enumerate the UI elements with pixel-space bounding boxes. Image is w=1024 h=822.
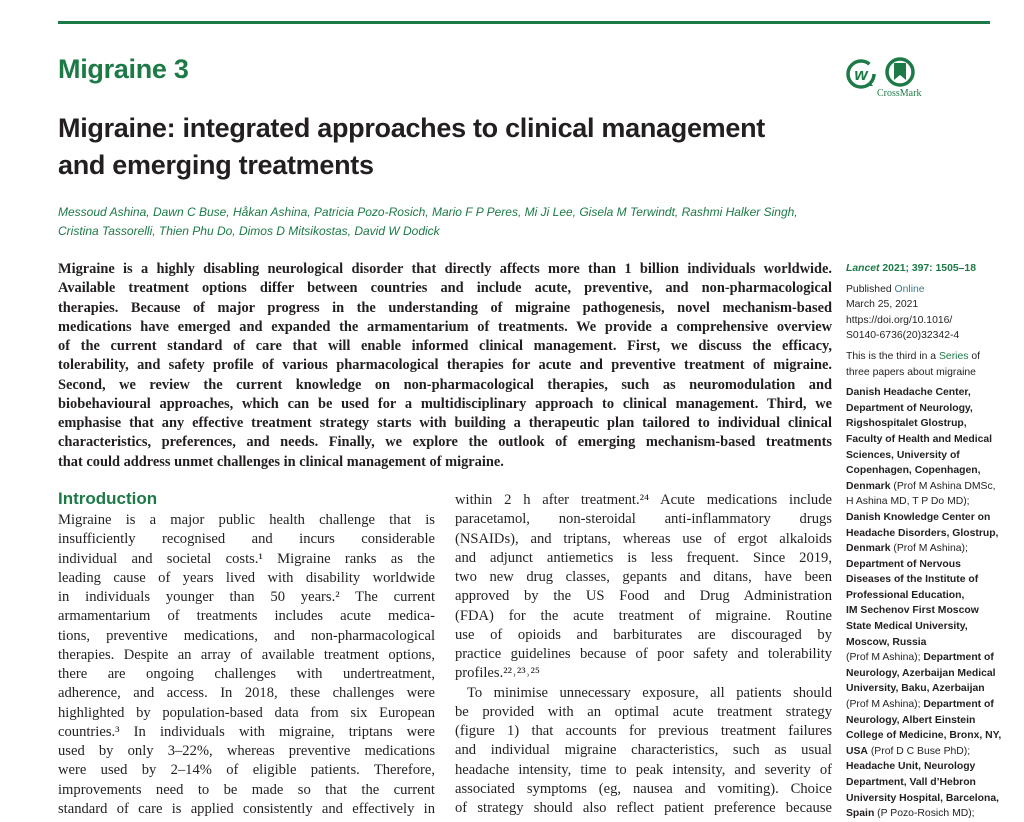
- affiliation-institution: University, Baku, Azerbaijan: [846, 683, 985, 695]
- affiliation-institution: College of Medicine, Bronx, NY,: [846, 730, 1002, 742]
- affiliation-line: [846, 541, 1016, 557]
- affiliation-authors: (Prof M Ashina DMSc,: [890, 480, 996, 492]
- affiliation-institution: Neurology, Albert Einstein: [846, 714, 976, 726]
- series-note-text: This is the third in a: [846, 350, 939, 362]
- affiliation-institution: USA: [846, 745, 868, 757]
- affiliation-line: [846, 775, 1016, 791]
- affiliation-institution: Danish Knowledge Center on: [846, 511, 991, 523]
- affiliation-line: [846, 432, 1016, 448]
- text-line: of strategy should also reflect patient preference because: [455, 800, 832, 816]
- text-line: used by only 3–22%, whereas preventive medications: [58, 743, 435, 759]
- text-line: therapies. Despite an array of available treatment options,: [58, 646, 435, 663]
- affiliation-institution: Department of: [923, 699, 994, 711]
- text-line: standard of care is applied consistently and effectively in: [58, 800, 435, 817]
- text-line: countries.³ In individuals with migraine, triptans were: [58, 723, 435, 740]
- affiliation-line: [846, 681, 1016, 697]
- text-line: that could address unmet challenges in clinical management of migraine.: [58, 453, 504, 470]
- text-line: highlighted by population-based data from six European: [58, 704, 435, 721]
- title-line: and emerging treatments: [58, 150, 374, 180]
- affiliation-authors: H Ashina MD, T P Do MD);: [846, 496, 970, 508]
- text-line: and individual migraine characteristics, such as usual: [455, 742, 832, 759]
- text-line: practice guidelines because of poor safety and tolerability: [455, 646, 832, 662]
- text-line: were used by 2–14% of eligible patients. Therefore,: [58, 762, 435, 779]
- series-link[interactable]: Series: [938, 350, 969, 362]
- series-note-line2: three papers about migraine: [846, 366, 976, 378]
- affiliation-line: [846, 619, 1016, 635]
- affiliation-institution: Moscow, Russia: [846, 636, 927, 648]
- text-line: therapies. Because of major progress in the understanding of migraine pathogenesis, novel mechanism-based: [58, 299, 832, 316]
- text-line: (NSAIDs), and triptans, whereas use of ergot alkaloids: [455, 530, 832, 547]
- online-link[interactable]: Online: [894, 283, 925, 295]
- affiliation-institution: State Medical University,: [846, 621, 968, 633]
- body-column-right: [455, 491, 832, 818]
- affiliation-institution: Copenhagen, Copenhagen,: [846, 465, 981, 477]
- text-line: use of opioids and barbiturates are discouraged by: [455, 626, 832, 643]
- affiliation-line: [846, 588, 1016, 604]
- affiliation-line: [846, 494, 1016, 510]
- text-line: insufficiently recognised and incurs considerable: [58, 531, 435, 548]
- text-line: approved by the US Food and Drug Administration: [455, 588, 832, 605]
- text-line: there are ongoing challenges with undertreatment,: [58, 666, 435, 682]
- text-line: in individuals younger than 50 years.² The current: [58, 589, 435, 605]
- text-line: To minimise unnecessary exposure, all patients should: [467, 684, 832, 701]
- affiliation-line: [846, 510, 1016, 526]
- text-line: tions, preventive medications, and non-pharmacological: [58, 627, 435, 644]
- affiliation-institution: Sciences, University of: [846, 449, 960, 461]
- affiliation-institution: Diseases of the Institute of: [846, 574, 979, 586]
- affiliation-line: [846, 650, 1016, 666]
- title-line: Migraine: integrated approaches to clinical management: [58, 113, 765, 143]
- article-title: [58, 110, 858, 184]
- text-line: two new drug classes, gepants and ditans, have been: [455, 569, 832, 585]
- series-label: Migraine 3: [58, 54, 189, 84]
- affiliation-line: [846, 401, 1016, 417]
- text-line: individual and societal costs.¹ Migraine ranks as the: [58, 550, 435, 567]
- affiliation-line: [846, 759, 1016, 775]
- affiliation-line: [846, 557, 1016, 573]
- crossmark-icon[interactable]: [887, 59, 913, 85]
- affiliation-line: [846, 791, 1016, 807]
- text-line: characteristics, preferences, and needs. Finally, we explore the outlook of emerging mechanism-based treatments: [58, 434, 832, 451]
- affiliation-line: [846, 666, 1016, 682]
- affiliation-authors: (Prof M Ashina);: [846, 652, 924, 664]
- affiliation-institution: Spain: [846, 808, 875, 820]
- text-line: Available treatment options differ between countries and include acute, preventive, and non-pharmacological: [58, 280, 832, 297]
- text-line: armamentarium of treatments includes acute medica-: [58, 608, 435, 625]
- author-line: Messoud Ashina, Dawn C Buse, Håkan Ashina, Patricia Pozo-Rosich, Mario F P Peres, Mi Ji Lee, Gisela M Terwindt, Rashmi Halker Singh,: [58, 205, 798, 219]
- affiliation-line: [846, 744, 1016, 760]
- affiliation-line: [846, 697, 1016, 713]
- affiliation-line: [846, 635, 1016, 651]
- affiliation-institution: Danish Headache Center,: [846, 387, 971, 399]
- affiliation-institution: Headache Unit, Neurology: [846, 761, 976, 773]
- affiliation-authors: (Prof M Ashina);: [890, 543, 968, 555]
- affiliation-line: [846, 416, 1016, 432]
- affiliation-line: [846, 479, 1016, 495]
- author-list: [58, 203, 838, 241]
- body-column-left: [58, 511, 435, 819]
- text-line: be provided with an optimal acute treatment strategy: [455, 703, 832, 720]
- doi-link[interactable]: https://doi.org/10.1016/: [846, 314, 953, 326]
- text-line: of the current standard of care that will enable informed clinical management. First, we discuss the efficacy,: [58, 338, 832, 354]
- affiliation-line: [846, 728, 1016, 744]
- published-date: March 25, 2021: [846, 299, 919, 311]
- text-line: Migraine is a major public health challenge that is: [58, 512, 435, 528]
- text-line: emphasise that any effective treatment strategy starts with building a therapeutic plan tailored to individual clinical: [58, 415, 832, 431]
- affiliation-authors: (Prof M Ashina);: [846, 699, 924, 711]
- open-access-icon[interactable]: [848, 61, 874, 87]
- published-line: [846, 282, 1016, 298]
- affiliation-institution: University Hospital, Barcelona,: [846, 792, 1000, 804]
- author-line: Cristina Tassorelli, Thien Phu Do, Dimos D Mitsikostas, David W Dodick: [58, 224, 440, 238]
- text-line: headache intensity, time to peak intensity, and severity of: [455, 761, 832, 778]
- text-line: (FDA) for the acute treatment of migraine. Routine: [455, 607, 832, 624]
- sidebar: [846, 261, 1016, 822]
- affiliation-institution: Department of: [923, 652, 994, 664]
- affiliation-institution: Professional Education,: [846, 589, 965, 601]
- text-line: improvements need to be made so that the current: [58, 781, 435, 798]
- top-rule: [58, 21, 990, 24]
- affiliation-authors: (Prof D C Buse PhD);: [867, 745, 971, 757]
- text-line: Second, we review the current knowledge on non-pharmacological therapies, such as neuromodulation and: [58, 376, 832, 393]
- text-line: within 2 h after treatment.²⁴ Acute medications include: [455, 492, 832, 508]
- affiliations: [846, 385, 1016, 822]
- affiliation-institution: Faculty of Health and Medical: [846, 433, 993, 445]
- affiliation-institution: Department, Vall d’Hebron: [846, 777, 976, 788]
- affiliation-line: [846, 806, 1016, 822]
- affiliation-line: [846, 572, 1016, 588]
- text-line: adherence, and access. In 2018, these challenges were: [58, 685, 435, 702]
- affiliation-institution: Denmark: [846, 480, 891, 492]
- citation-details: 2021; 397: 1505–18: [879, 263, 976, 274]
- series-note-text: of: [968, 350, 980, 362]
- text-line: associated symptoms (eg, nausea and vomiting). Choice: [455, 780, 832, 797]
- journal-name: Lancet: [846, 263, 880, 274]
- section-heading-introduction: Introduction: [58, 489, 158, 508]
- affiliation-institution: Headache Disorders, Glostrup,: [846, 527, 999, 539]
- affiliation-line: [846, 603, 1016, 619]
- citation: [846, 261, 1016, 277]
- text-line: paracetamol, non-steroidal anti-inflammatory drugs: [455, 511, 832, 528]
- affiliation-institution: IM Sechenov First Moscow: [846, 605, 979, 617]
- affiliation-institution: Department of Neurology,: [846, 402, 973, 414]
- text-line: profiles.²²˒²³˒²⁵: [455, 665, 540, 682]
- affiliation-line: [846, 713, 1016, 729]
- affiliation-institution: Neurology, Azerbaijan Medical: [846, 667, 996, 679]
- affiliation-line: [846, 526, 1016, 542]
- series-note: [846, 349, 1016, 365]
- affiliation-authors: (P Pozo-Rosich MD);: [874, 808, 975, 820]
- svg-text:w: w: [854, 65, 868, 84]
- affiliation-institution: Rigshospitalet Glostrup,: [846, 418, 967, 430]
- text-line: tolerability, and safety profile of various pharmacological therapies for acute and preventive treatment of migraine.: [58, 357, 832, 374]
- doi-link-cont[interactable]: S0140-6736(20)32342-4: [846, 330, 960, 342]
- text-line: (figure 1) that accounts for previous treatment failures: [455, 723, 832, 739]
- crossmark-label: CrossMark: [877, 88, 922, 99]
- affiliation-institution: Department of Nervous: [846, 558, 961, 570]
- published-prefix: Published: [846, 283, 895, 295]
- text-line: leading cause of years lived with disability worldwide: [58, 569, 435, 586]
- text-line: medications have emerged and expanded the armamentarium of treatments. We provide a comprehensive overview: [58, 318, 832, 335]
- affiliation-institution: Denmark: [846, 543, 891, 555]
- text-line: Migraine is a highly disabling neurological disorder that directly affects more than 1 billion individuals worldwide.: [58, 261, 832, 277]
- affiliation-line: [846, 448, 1016, 464]
- affiliation-line: [846, 385, 1016, 401]
- text-line: biobehavioural approaches, which can be used for a multidisciplinary approach to clinical management. Third, we: [58, 395, 832, 412]
- text-line: and adjunct antiemetics is less frequent. Since 2019,: [455, 549, 832, 566]
- abstract: [58, 260, 832, 472]
- affiliation-line: [846, 463, 1016, 479]
